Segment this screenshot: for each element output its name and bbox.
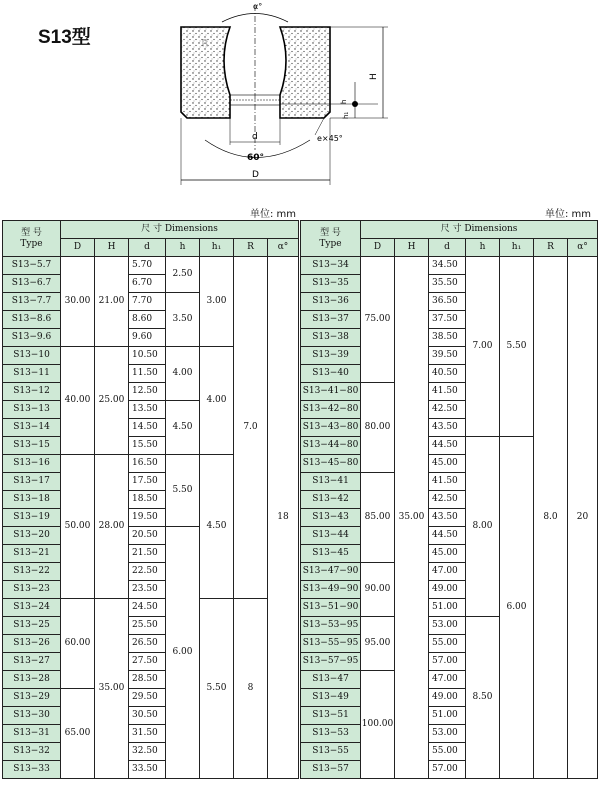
- d-cell: 29.50: [129, 689, 166, 707]
- type-cell: S13−11: [3, 365, 61, 383]
- d-cell: 33.50: [129, 761, 166, 779]
- type-cell: S13−39: [301, 347, 361, 365]
- type-cell: S13−13: [3, 401, 61, 419]
- type-cell: S13−36: [301, 293, 361, 311]
- d-cell: 57.00: [429, 653, 466, 671]
- d-cell: 28.50: [129, 671, 166, 689]
- alpha-cell: 20: [568, 257, 598, 779]
- d-cell: 42.50: [429, 401, 466, 419]
- type-cell: S13−42−80: [301, 401, 361, 419]
- D-cell: 95.00: [361, 617, 395, 671]
- d-cell: 38.50: [429, 329, 466, 347]
- d-cell: 55.00: [429, 743, 466, 761]
- col-alpha: α°: [568, 239, 598, 257]
- d-cell: 9.60: [129, 329, 166, 347]
- d-cell: 32.50: [129, 743, 166, 761]
- col-h: h: [466, 239, 500, 257]
- col-H: H: [395, 239, 429, 257]
- table-row: [3, 599, 299, 617]
- type-cell: S13−55−95: [301, 635, 361, 653]
- type-cell: S13−6.7: [3, 275, 61, 293]
- unit-label-right: 单位: mm: [545, 209, 592, 220]
- d-cell: 11.50: [129, 365, 166, 383]
- type-cell: S13−30: [3, 707, 61, 725]
- type-cell: S13−47−90: [301, 563, 361, 581]
- type-cell: S13−31: [3, 725, 61, 743]
- type-cell: S13−21: [3, 545, 61, 563]
- type-cell: S13−37: [301, 311, 361, 329]
- type-cell: S13−12: [3, 383, 61, 401]
- d-cell: 41.50: [429, 383, 466, 401]
- type-cell: S13−51: [301, 707, 361, 725]
- d-cell: 43.50: [429, 509, 466, 527]
- chamfer-label: e×45°: [317, 134, 343, 143]
- d-cell: 49.00: [429, 689, 466, 707]
- d-cell: 44.50: [429, 437, 466, 455]
- type-cell: S13−45−80: [301, 455, 361, 473]
- h-cell: 5.50: [166, 455, 200, 527]
- col-h: h: [166, 239, 200, 257]
- type-cell: S13−49−90: [301, 581, 361, 599]
- table-row: [3, 257, 299, 275]
- type-cell: S13−17: [3, 473, 61, 491]
- right-section: [280, 27, 330, 118]
- type-cell: S13−25: [3, 617, 61, 635]
- d-cell: 30.50: [129, 707, 166, 725]
- page-title: S13型: [38, 27, 91, 48]
- dimensions-header: 尺 寸 Dimensions: [361, 221, 598, 239]
- spec-table-left: [2, 220, 299, 779]
- H-cell: 28.00: [95, 455, 129, 599]
- type-header: 型 号 Type: [301, 221, 361, 257]
- type-cell: S13−33: [3, 761, 61, 779]
- col-H: H: [95, 239, 129, 257]
- h-label: h: [340, 99, 348, 104]
- d-cell: 34.50: [429, 257, 466, 275]
- type-cell: S13−53: [301, 725, 361, 743]
- d-cell: 53.00: [429, 617, 466, 635]
- d-cell: 17.50: [129, 473, 166, 491]
- H-cell: 35.00: [395, 257, 429, 779]
- H-cell: 35.00: [95, 599, 129, 779]
- angle-label: 60°: [247, 153, 265, 163]
- grinding-wheel-diagram: [150, 0, 410, 200]
- h1-cell: 4.50: [200, 455, 234, 599]
- d-label: d: [252, 132, 258, 142]
- type-cell: S13−44−80: [301, 437, 361, 455]
- type-cell: S13−15: [3, 437, 61, 455]
- type-cell: S13−14: [3, 419, 61, 437]
- type-cell: S13−22: [3, 563, 61, 581]
- type-cell: S13−5.7: [3, 257, 61, 275]
- type-cell: S13−8.6: [3, 311, 61, 329]
- d-cell: 51.00: [429, 707, 466, 725]
- h-cell: 8.50: [466, 617, 500, 779]
- type-cell: S13−51−90: [301, 599, 361, 617]
- d-cell: 15.50: [129, 437, 166, 455]
- d-cell: 35.50: [429, 275, 466, 293]
- type-cell: S13−41−80: [301, 383, 361, 401]
- D-cell: 75.00: [361, 257, 395, 383]
- table-row: [301, 257, 598, 275]
- d-cell: 19.50: [129, 509, 166, 527]
- type-cell: S13−9.6: [3, 329, 61, 347]
- d-cell: 7.70: [129, 293, 166, 311]
- h-cell: 4.00: [166, 347, 200, 401]
- D-cell: 85.00: [361, 473, 395, 563]
- d-cell: 18.50: [129, 491, 166, 509]
- spec-table-right: [300, 220, 598, 779]
- D-cell: 60.00: [61, 599, 95, 689]
- h1-cell: 6.00: [500, 437, 534, 779]
- type-cell: S13−34: [301, 257, 361, 275]
- d-cell: 25.50: [129, 617, 166, 635]
- col-R: R: [234, 239, 268, 257]
- d-cell: 5.70: [129, 257, 166, 275]
- type-cell: S13−57−95: [301, 653, 361, 671]
- d-cell: 13.50: [129, 401, 166, 419]
- type-cell: S13−43−80: [301, 419, 361, 437]
- D-cell: 50.00: [61, 455, 95, 599]
- H-cell: 21.00: [95, 257, 129, 347]
- d-cell: 43.50: [429, 419, 466, 437]
- d-cell: 44.50: [429, 527, 466, 545]
- d-cell: 47.00: [429, 671, 466, 689]
- type-cell: S13−47: [301, 671, 361, 689]
- R-cell: 7.0: [234, 257, 268, 599]
- h1-label: h₁: [342, 111, 350, 119]
- unit-label-left: 单位: mm: [250, 209, 297, 220]
- R-cell: 8: [234, 599, 268, 779]
- d-cell: 36.50: [429, 293, 466, 311]
- type-cell: S13−42: [301, 491, 361, 509]
- type-cell: S13−27: [3, 653, 61, 671]
- D-cell: 80.00: [361, 383, 395, 473]
- d-cell: 40.50: [429, 365, 466, 383]
- type-cell: S13−23: [3, 581, 61, 599]
- d-cell: 12.50: [129, 383, 166, 401]
- type-cell: S13−45: [301, 545, 361, 563]
- h1-cell: 5.50: [200, 599, 234, 779]
- type-cell: S13−18: [3, 491, 61, 509]
- col-d: d: [129, 239, 166, 257]
- h1-cell: 3.00: [200, 257, 234, 347]
- type-cell: S13−38: [301, 329, 361, 347]
- D-cell: 100.00: [361, 671, 395, 779]
- d-cell: 20.50: [129, 527, 166, 545]
- D-cell: 65.00: [61, 689, 95, 779]
- d-cell: 14.50: [129, 419, 166, 437]
- d-cell: 8.60: [129, 311, 166, 329]
- d-cell: 47.00: [429, 563, 466, 581]
- d-cell: 42.50: [429, 491, 466, 509]
- type-cell: S13−35: [301, 275, 361, 293]
- type-cell: S13−40: [301, 365, 361, 383]
- type-cell: S13−16: [3, 455, 61, 473]
- col-D: D: [61, 239, 95, 257]
- d-cell: 41.50: [429, 473, 466, 491]
- col-D: D: [361, 239, 395, 257]
- type-cell: S13−49: [301, 689, 361, 707]
- d-cell: 6.70: [129, 275, 166, 293]
- d-cell: 23.50: [129, 581, 166, 599]
- col-d: d: [429, 239, 466, 257]
- type-cell: S13−24: [3, 599, 61, 617]
- type-cell: S13−20: [3, 527, 61, 545]
- d-cell: 27.50: [129, 653, 166, 671]
- type-cell: S13−32: [3, 743, 61, 761]
- d-cell: 49.00: [429, 581, 466, 599]
- d-cell: 21.50: [129, 545, 166, 563]
- type-cell: S13−28: [3, 671, 61, 689]
- h-cell: 2.50: [166, 257, 200, 293]
- D-cell: 90.00: [361, 563, 395, 617]
- type-cell: S13−57: [301, 761, 361, 779]
- alpha-cell: 18: [268, 257, 299, 779]
- d-cell: 53.00: [429, 725, 466, 743]
- col-h1: h₁: [200, 239, 234, 257]
- col-R: R: [534, 239, 568, 257]
- type-header: 型 号 Type: [3, 221, 61, 257]
- type-cell: S13−53−95: [301, 617, 361, 635]
- d-cell: 24.50: [129, 599, 166, 617]
- d-cell: 45.00: [429, 545, 466, 563]
- d-cell: 45.00: [429, 455, 466, 473]
- d-cell: 10.50: [129, 347, 166, 365]
- type-cell: S13−41: [301, 473, 361, 491]
- h-cell: 6.00: [166, 527, 200, 779]
- H-cell: 25.00: [95, 347, 129, 455]
- d-cell: 22.50: [129, 563, 166, 581]
- D-cell: 30.00: [61, 257, 95, 347]
- type-cell: S13−19: [3, 509, 61, 527]
- h-cell: 7.00: [466, 257, 500, 437]
- col-alpha: α°: [268, 239, 299, 257]
- h1-cell: 4.00: [200, 347, 234, 455]
- type-cell: S13−10: [3, 347, 61, 365]
- dimensions-header: 尺 寸 Dimensions: [61, 221, 299, 239]
- r-label: R: [202, 39, 209, 49]
- h1-cell: 5.50: [500, 257, 534, 437]
- d-cell: 51.00: [429, 599, 466, 617]
- d-cell: 16.50: [129, 455, 166, 473]
- D-label: D: [252, 170, 259, 180]
- type-cell: S13−55: [301, 743, 361, 761]
- type-cell: S13−7.7: [3, 293, 61, 311]
- h-cell: 3.50: [166, 293, 200, 347]
- type-cell: S13−29: [3, 689, 61, 707]
- type-cell: S13−44: [301, 527, 361, 545]
- type-cell: S13−26: [3, 635, 61, 653]
- d-cell: 37.50: [429, 311, 466, 329]
- d-cell: 39.50: [429, 347, 466, 365]
- d-cell: 57.00: [429, 761, 466, 779]
- R-cell: 8.0: [534, 257, 568, 779]
- d-cell: 26.50: [129, 635, 166, 653]
- d-cell: 31.50: [129, 725, 166, 743]
- h-cell: 4.50: [166, 401, 200, 455]
- D-cell: 40.00: [61, 347, 95, 455]
- h-total-label: H: [369, 73, 379, 80]
- alpha-label: α°: [253, 2, 263, 11]
- h-cell: 8.00: [466, 437, 500, 617]
- type-cell: S13−43: [301, 509, 361, 527]
- col-h1: h₁: [500, 239, 534, 257]
- d-cell: 55.00: [429, 635, 466, 653]
